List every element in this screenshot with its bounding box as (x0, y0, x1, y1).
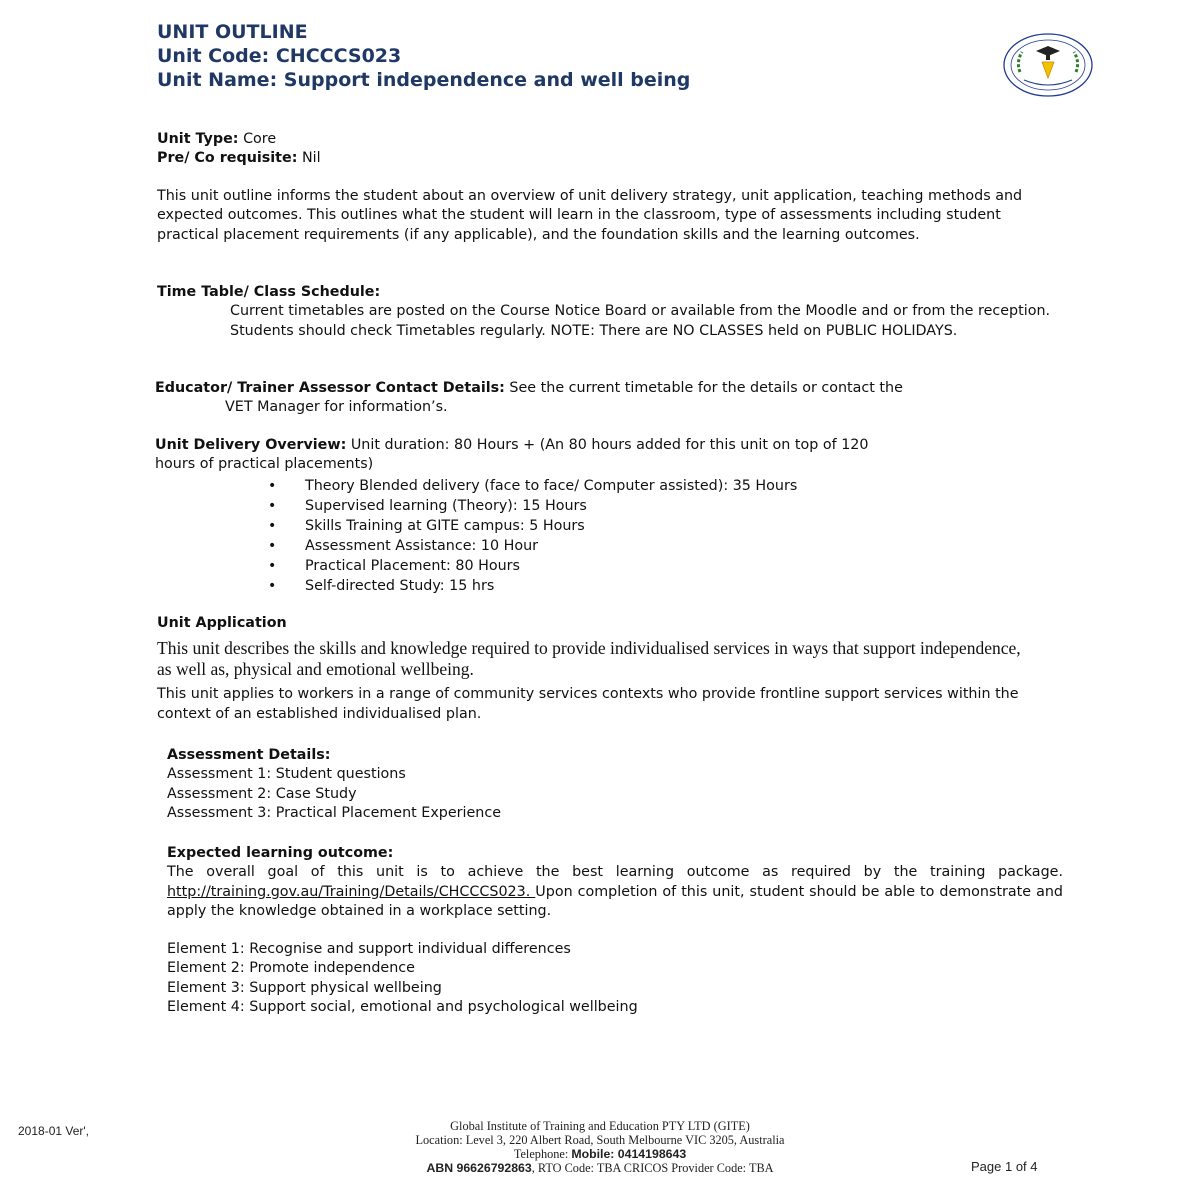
unit-name: Unit Name: Support independence and well being (157, 69, 691, 91)
list-item: • Assessment Assistance: 10 Hour (155, 537, 1065, 557)
footer-codes: , RTO Code: TBA CRICOS Provider Code: TBA (531, 1161, 774, 1175)
list-item: • Supervised learning (Theory): 15 Hours (155, 497, 1065, 517)
application-text: This unit applies to workers in a range of community services contexts who provide frontline support services within the context of an established individualised plan. (157, 686, 1019, 722)
contact-text: See the current timetable for the details or contact the (504, 380, 903, 396)
delivery-list (155, 477, 1065, 597)
elements-list (167, 940, 1063, 1017)
unit-meta (157, 130, 1067, 169)
page-number: Page 1 of 4 (971, 1159, 1038, 1174)
list-item: Assessment 3: Practical Placement Experience (167, 804, 502, 821)
outcome-text-before: The overall goal of this unit is to achieve the best learning outcome as required by the training package. (167, 864, 1063, 881)
unit-type-label: Unit Type: (157, 131, 239, 147)
footer-mobile: Mobile: 0414198643 (571, 1147, 687, 1161)
footer-location: Location: Level 3, 220 Albert Road, South Melbourne VIC 3205, Australia (415, 1133, 785, 1147)
list-item: • Practical Placement: 80 Hours (155, 557, 1065, 577)
footer-abn: ABN 96626792863 (426, 1161, 532, 1175)
contact-text-2: VET Manager for information’s. (225, 399, 448, 416)
document-header (157, 20, 690, 92)
intro-paragraph: This unit outline informs the student about an overview of unit delivery strategy, unit application, teaching methods and expected outcomes. This outlines what the student will learn in the classroom, type of assessments including student practical placement requirements (if any applicable), and the foundation skills and the learning outcomes. (157, 188, 1023, 243)
application-heading: Unit Application (157, 615, 287, 631)
outcome-paragraph (167, 863, 1063, 921)
outcome-heading: Expected learning outcome: (167, 845, 394, 861)
delivery-section (155, 436, 1065, 597)
contact-section (155, 379, 1065, 418)
list-item: Element 4: Support social, emotional and psychological wellbeing (167, 999, 638, 1016)
list-item: Element 1: Recognise and support individual differences (167, 941, 571, 958)
list-item: Element 2: Promote independence (167, 960, 415, 977)
footer-telephone-label: Telephone: (513, 1147, 572, 1161)
list-item: • Skills Training at GITE campus: 5 Hours (155, 517, 1065, 537)
footer-version: 2018-01 Ver', (18, 1124, 90, 1138)
unit-type-value: Core (238, 131, 277, 147)
prereq-value: Nil (297, 150, 321, 167)
institute-seal-icon (1002, 32, 1094, 98)
delivery-row (155, 436, 1065, 455)
assessment-section (167, 746, 1077, 823)
prereq-row (157, 149, 1067, 168)
list-item: Element 3: Support physical wellbeing (167, 979, 442, 996)
timetable-section (157, 283, 1067, 341)
timetable-heading: Time Table/ Class Schedule: (157, 284, 381, 300)
outcome-section (167, 844, 1063, 1017)
outline-title: UNIT OUTLINE (157, 21, 308, 43)
unit-type-row (157, 130, 1067, 149)
delivery-text: Unit duration: 80 Hours + (An 80 hours added for this unit on top of 120 (346, 437, 869, 453)
footer-org: Global Institute of Training and Education PTY LTD (GITE) (450, 1119, 750, 1133)
delivery-heading: Unit Delivery Overview: (155, 437, 347, 453)
application-section (157, 614, 1067, 724)
timetable-text: Current timetables are posted on the Course Notice Board or available from the Moodle and or from the reception. Students should check Timetables regularly. NOTE: There are NO CLASSES held on PUBLIC HOLIDAYS. (230, 303, 1051, 339)
footer-abn-row (300, 1161, 900, 1175)
delivery-text-2: hours of practical placements) (155, 456, 374, 473)
contact-heading: Educator/ Trainer Assessor Contact Details: (155, 380, 505, 396)
list-item: Assessment 2: Case Study (167, 785, 357, 802)
assessment-heading: Assessment Details: (167, 747, 331, 763)
application-serif-text: This unit describes the skills and knowledge required to provide individualised services in ways that support independence, as well as, physical and emotional wellbeing. (157, 638, 1021, 680)
footer-address (300, 1119, 900, 1175)
prereq-label: Pre/ Co requisite: (157, 150, 298, 167)
list-item: • Theory Blended delivery (face to face/ Computer assisted): 35 Hours (155, 477, 1065, 497)
unit-code: Unit Code: CHCCCS023 (157, 45, 402, 67)
contact-row (155, 379, 1065, 398)
list-item: • Self-directed Study: 15 hrs (155, 577, 1065, 597)
list-item: Assessment 1: Student questions (167, 766, 406, 783)
outcome-text-after: Upon completion of this unit, student should be able to demonstrate and apply the knowledge obtained in a workplace setting. (167, 883, 1063, 919)
footer-phone (300, 1147, 900, 1161)
training-link[interactable]: http://training.gov.au/Training/Details/CHCCCS023. (167, 883, 536, 900)
